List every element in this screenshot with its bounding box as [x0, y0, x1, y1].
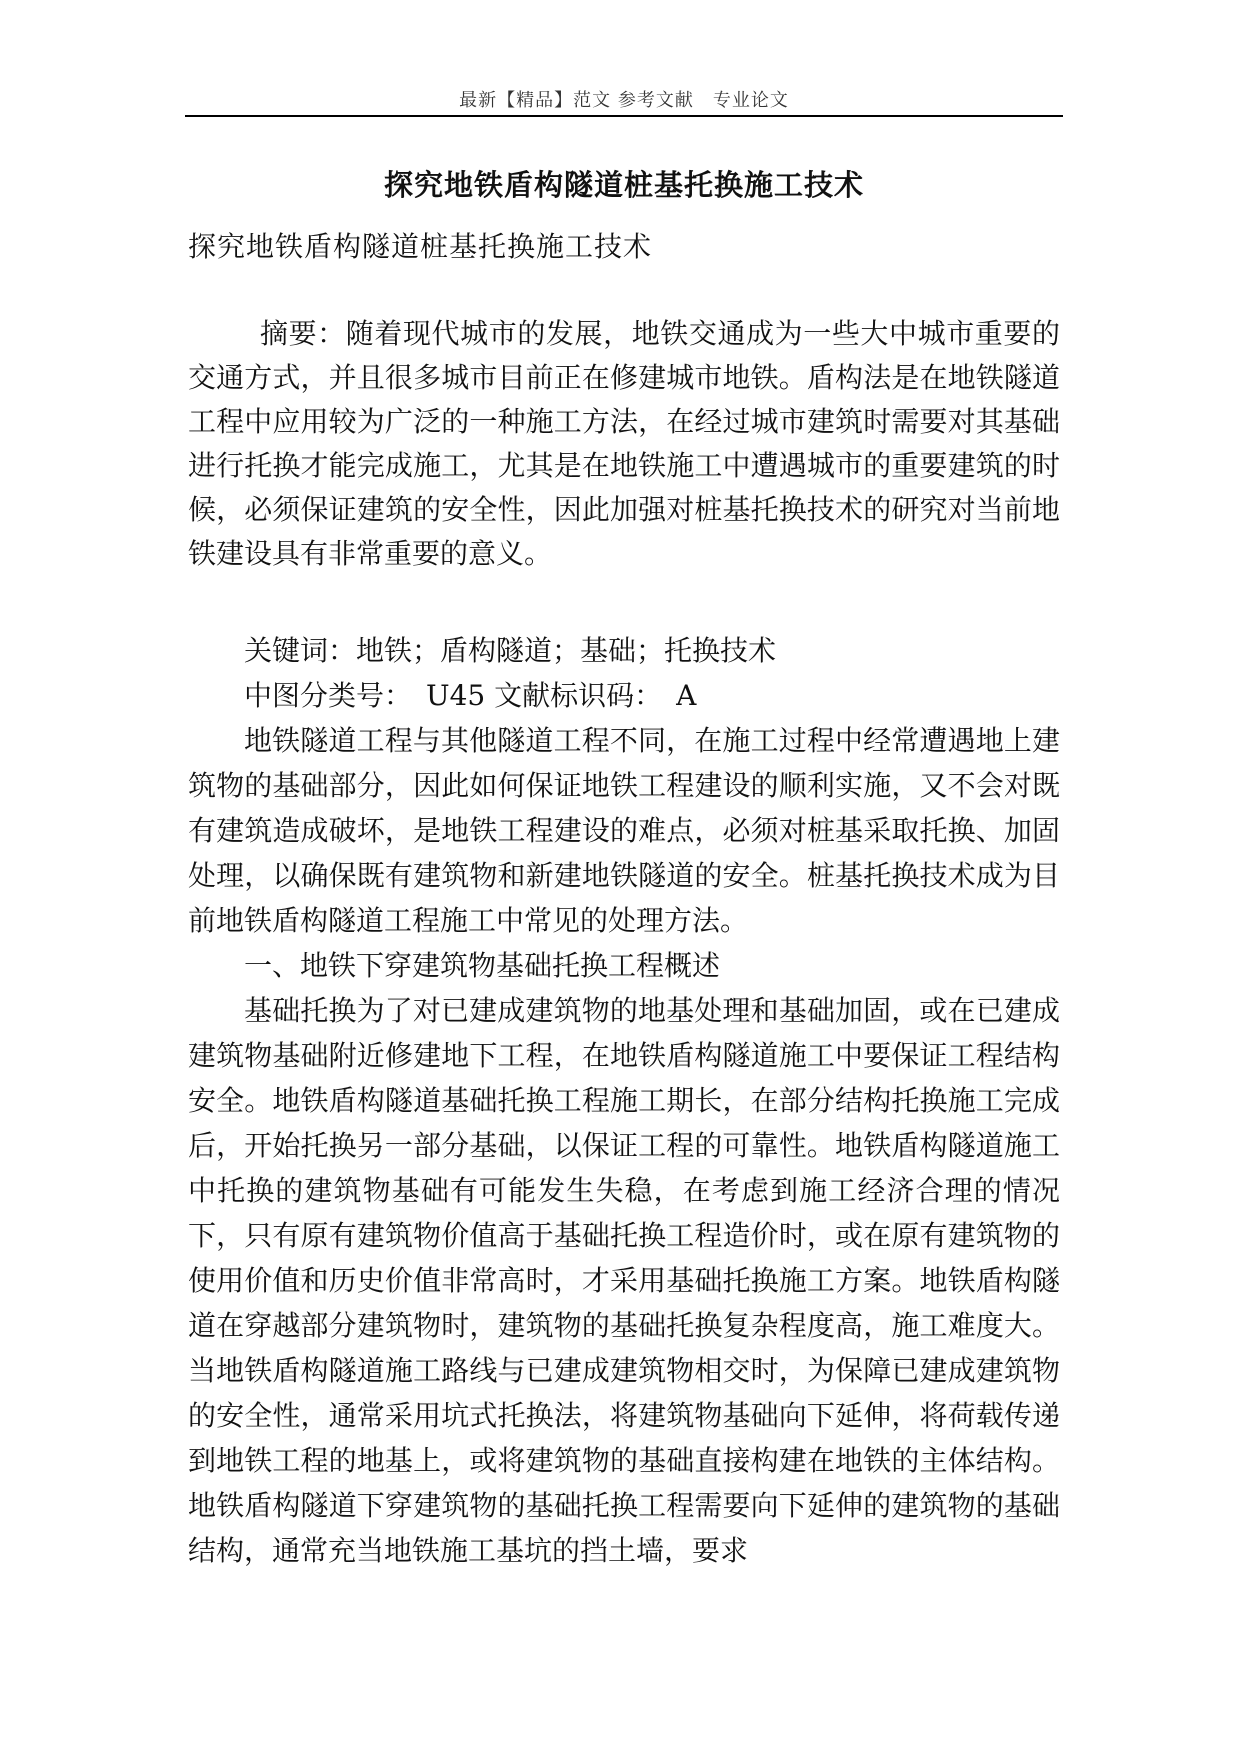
- section-heading: 一、地铁下穿建筑物基础托换工程概述: [244, 949, 721, 982]
- body-paragraph: 基础托换为了对已建成建筑物的地基处理和基础加固，或在已建成建筑物基础附近修建地下工程，在地铁盾构隧道施工中要保证工程结构安全。地铁盾构隧道基础托换工程施工期长，在部分结构托换施工完成后，开始托换另一部分基础，以保证工程的可靠性。地铁盾构隧道施工中托换的建筑物基础有可能发生失稳，在考虑到施工经济合理的情况下，只有原有建筑物价值高于基础托换工程造价时，或在原有建筑物的使用价值和历史价值非常高时，才采用基础托换施工方案。地铁盾构隧道在穿越部分建筑物时，建筑物的基础托换复杂程度高，施工难度大。当地铁盾构隧道施工路线与已建成建筑物相交时，为保障已建成建筑物的安全性，通常采用坑式托换法，将建筑物基础向下延伸，将荷载传递到地铁工程的地基上，或将建筑物的基础直接构建在地铁的主体结构。地铁盾构隧道下穿建筑物的基础托换工程需要向下延伸的建筑物的基础结构，通常充当地铁施工基坑的挡土墙，要求: [188, 994, 1060, 1567]
- header-divider: [185, 115, 1063, 117]
- document-subtitle: 探究地铁盾构隧道桩基托换施工技术: [188, 230, 653, 263]
- keywords-line: 关键词：地铁；盾构隧道；基础；托换技术: [244, 634, 777, 667]
- document-title: 探究地铁盾构隧道桩基托换施工技术: [383, 168, 864, 202]
- page-header: 最新【精品】范文 参考文献 专业论文: [459, 90, 789, 111]
- classification-line: 中图分类号： U45 文献标识码： A: [244, 679, 697, 712]
- body-content: [188, 628, 1060, 1573]
- abstract-paragraph: 摘要：随着现代城市的发展，地铁交通成为一些大中城市重要的交通方式，并且很多城市目前正在修建城市地铁。盾构法是在地铁隧道工程中应用较为广泛的一种施工方法，在经过城市建筑时需要对其基础进行托换才能完成施工，尤其是在地铁施工中遭遇城市的重要建筑的时候，必须保证建筑的安全性，因此加强对桩基托换技术的研究对当前地铁建设具有非常重要的意义。: [188, 317, 1060, 570]
- body-paragraph: 地铁隧道工程与其他隧道工程不同，在施工过程中经常遭遇地上建筑物的基础部分，因此如何保证地铁工程建设的顺利实施，又不会对既有建筑造成破坏，是地铁工程建设的难点，必须对桩基采取托换、加固处理，以确保既有建筑物和新建地铁隧道的安全。桩基托换技术成为目前地铁盾构隧道工程施工中常见的处理方法。: [188, 724, 1060, 937]
